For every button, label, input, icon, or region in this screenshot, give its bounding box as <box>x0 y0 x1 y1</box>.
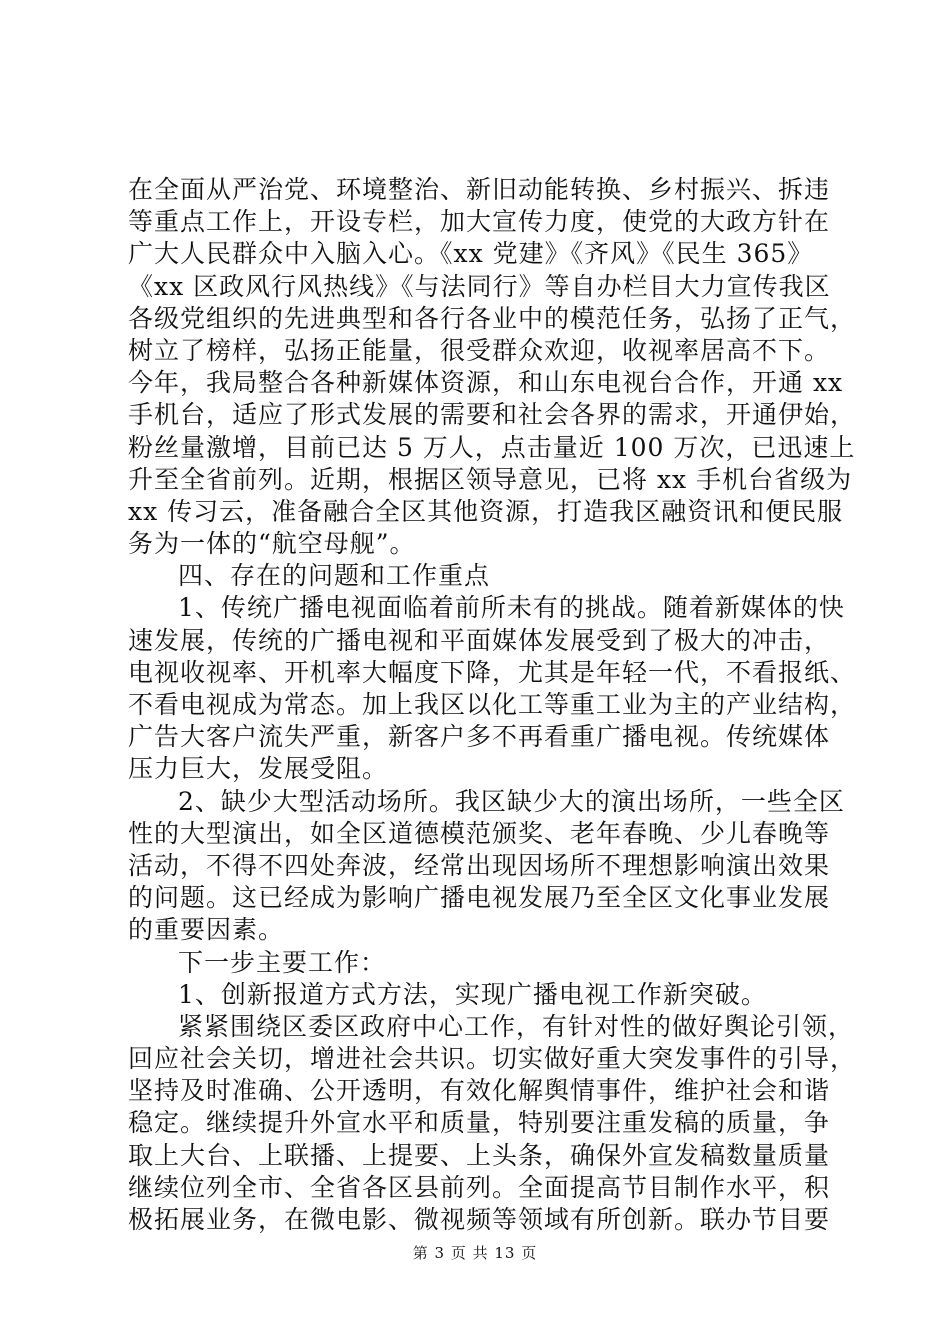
body-text <box>128 174 857 1236</box>
text-line: 坚持及时准确、公开透明，有效化解舆情事件，维护社会和谐 <box>128 1076 831 1106</box>
text-line: 今年，我局整合各种新媒体资源，和山东电视台合作，开通 xx <box>128 368 844 398</box>
text-line: 速发展，传统的广播电视和平面媒体发展受到了极大的冲击， <box>128 625 831 655</box>
text-line: 极拓展业务，在微电影、微视频等领域有所创新。联办节目要 <box>128 1205 831 1234</box>
text-line: 树立了榜样，弘扬正能量，很受群众欢迎，收视率居高不下。 <box>128 335 831 365</box>
text-line: 1、传统广播电视面临着前所未有的挑战。随着新媒体的快 <box>178 593 845 623</box>
text-line: 手机台，适应了形式发展的需要和社会各界的需求，开通伊始， <box>128 400 857 430</box>
text-line: 升至全省前列。近期，根据区领导意见，已将 xx 手机台省级为 <box>128 464 853 494</box>
text-line: 广告大客户流失严重，新客户多不再看重广播电视。传统媒体 <box>128 722 831 752</box>
text-line: 电视收视率、开机率大幅度下降，尤其是年轻一代，不看报纸、 <box>128 657 857 687</box>
text-line: 取上大台、上联播、上提要、上头条，确保外宣发稿数量质量 <box>128 1140 831 1170</box>
text-line: 各级党组织的先进典型和各行各业中的模范任务，弘扬了正气， <box>128 303 857 333</box>
text-line: 紧紧围绕区委区政府中心工作，有针对性的做好舆论引领， <box>178 1011 855 1041</box>
text-line: 广大人民群众中入脑入心。《xx 党建》《齐风》《民生 365》 <box>128 239 814 269</box>
text-line: 的重要因素。 <box>128 915 285 945</box>
section-heading: 下一步主要工作： <box>178 947 387 977</box>
text-line: 稳定。继续提升外宣水平和质量，特别要注重发稿的质量，争 <box>128 1108 831 1138</box>
text-line: 回应社会关切，增进社会共识。切实做好重大突发事件的引导， <box>128 1044 857 1074</box>
text-line: 等重点工作上，开设专栏，加大宣传力度，使党的大政方针在 <box>128 207 831 237</box>
page-number-footer: 第 3 页 共 13 页 <box>412 1244 538 1262</box>
subsection-heading: 1、创新报道方式方法，实现广播电视工作新突破。 <box>178 979 767 1009</box>
text-line: 继续位列全市、全省各区县前列。全面提高节目制作水平，积 <box>128 1172 831 1202</box>
text-line: 《xx 区政风行风热线》《与法同行》等自办栏目大力宣传我区 <box>128 271 831 301</box>
text-line: 性的大型演出，如全区道德模范颁奖、老年春晚、少儿春晚等 <box>128 818 831 848</box>
text-line: 务为一体的“航空母舰”。 <box>128 529 416 559</box>
section-heading: 四、存在的问题和工作重点 <box>178 561 491 591</box>
text-line: 粉丝量激增，目前已达 5 万人，点击量近 100 万次，已迅速上 <box>128 432 856 462</box>
text-line: 在全面从严治党、环境整治、新旧动能转换、乡村振兴、拆违 <box>128 175 831 204</box>
text-line: 不看电视成为常态。加上我区以化工等重工业为主的产业结构， <box>128 690 857 719</box>
text-line: 2、缺少大型活动场所。我区缺少大的演出场所，一些全区 <box>178 786 845 816</box>
text-line: 活动，不得不四处奔波，经常出现因场所不理想影响演出效果 <box>128 850 831 880</box>
text-line: 压力巨大，发展受阻。 <box>128 754 389 784</box>
text-line: 的问题。这已经成为影响广播电视发展乃至全区文化事业发展 <box>128 883 831 913</box>
text-line: xx 传习云，准备融合全区其他资源，打造我区融资讯和便民服 <box>128 496 844 526</box>
